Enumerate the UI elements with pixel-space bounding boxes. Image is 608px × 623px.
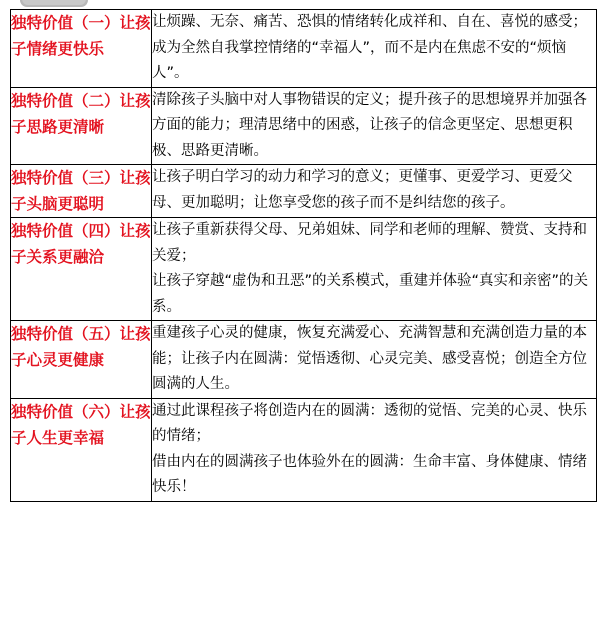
value-description-text: [152, 399, 596, 501]
value-description-cell: [152, 218, 597, 321]
value-description-paragraph: 成为全然自我掌控情绪的“幸福人”，而不是内在焦虑不安的“烦恼人”。: [152, 39, 567, 81]
value-title-cell: [11, 398, 152, 501]
table-row: [11, 321, 597, 399]
value-title-cell: [11, 87, 152, 165]
value-description-text: [152, 218, 596, 320]
value-description-cell: [152, 321, 597, 399]
value-title-cell: [11, 321, 152, 399]
value-description-text: [152, 321, 596, 398]
table-row: [11, 398, 597, 501]
value-description-text: [152, 88, 596, 165]
value-description-cell: [152, 10, 597, 88]
table-row: [11, 165, 597, 218]
value-description-paragraph: 借由内在的圆满孩子也体验外在的圆满：生命丰富、身体健康、情绪快乐！: [152, 453, 587, 495]
value-description-paragraph: 重建孩子心灵的健康，恢复充满爱心、充满智慧和充满创造力量的本能；让孩子内在圆满：觉悟透彻、心灵完美、感受喜悦；创造全方位圆满的人生。: [152, 325, 587, 392]
table-row: [11, 87, 597, 165]
value-title-cell: [11, 218, 152, 321]
value-description-cell: [152, 398, 597, 501]
value-description-text: [152, 10, 596, 87]
value-title-text: 独特价值（六）让孩子人生更幸福: [11, 402, 151, 447]
value-title-text: 独特价值（三）让孩子头脑更聪明: [11, 169, 151, 213]
value-description-paragraph: 让孩子重新获得父母、兄弟姐妹、同学和老师的理解、赞赏、支持和关爱；: [152, 222, 587, 264]
value-title-cell: [11, 165, 152, 218]
unique-value-table-container: [10, 9, 597, 502]
value-title-text: 独特价值（一）让孩子情绪更快乐: [11, 14, 151, 58]
table-row: [11, 218, 597, 321]
value-description-paragraph: 清除孩子头脑中对人事物错误的定义；提升孩子的思想境界并加强各方面的能力；理清思绪中的困惑，让孩子的信念更坚定、思想更积极、思路更清晰。: [152, 91, 587, 159]
unique-value-table: [10, 9, 597, 502]
value-title-text: 独特价值（五）让孩子心灵更健康: [11, 325, 151, 369]
value-description-paragraph: 通过此课程孩子将创造内在的圆满：透彻的觉悟、完美的心灵、快乐的情绪；: [152, 402, 587, 444]
gray-rounded-fragment-inner: [22, 0, 86, 5]
value-title-text: 独特价值（二）让孩子思路更清晰: [11, 91, 151, 136]
table-row: [11, 10, 597, 88]
value-title-cell: [11, 10, 152, 88]
value-description-cell: [152, 87, 597, 165]
value-title-text: 独特价值（四）让孩子关系更融洽: [11, 222, 151, 266]
value-description-paragraph: 让孩子穿越“虚伪和丑恶”的关系模式，重建并体验“真实和亲密”的关系。: [152, 273, 589, 315]
value-description-cell: [152, 165, 597, 218]
value-description-paragraph: 让烦躁、无奈、痛苦、恐惧的情绪转化成祥和、自在、喜悦的感受；: [152, 14, 587, 30]
value-description-paragraph: 让孩子明白学习的动力和学习的意义；更懂事、更爱学习、更爱父母、更加聪明；让您享受您的孩子而不是纠结您的孩子。: [152, 169, 573, 211]
value-description-text: [152, 165, 596, 216]
